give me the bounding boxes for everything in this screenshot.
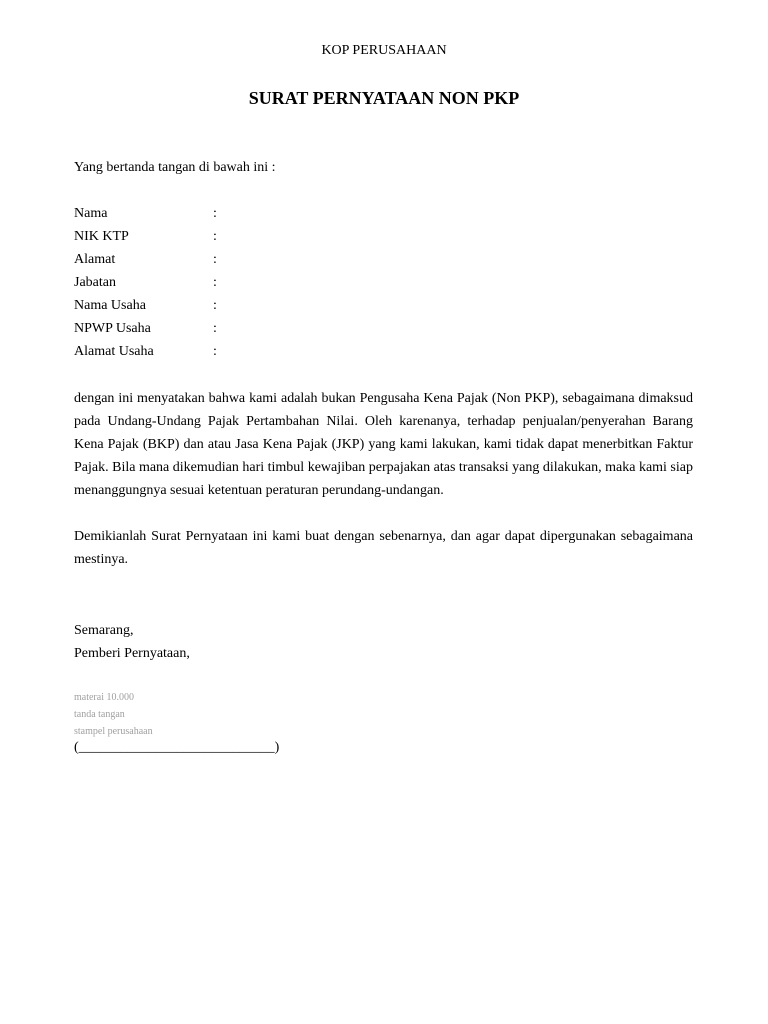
field-label: Jabatan bbox=[74, 275, 116, 290]
field-label: Nama Usaha bbox=[74, 298, 146, 313]
statement-paragraph: dengan ini menyatakan bahwa kami adalah bukan Pengusaha Kena Pajak (Non PKP), sebagaimana dimaksud pada Undang-Undang Pajak Pertambahan Nilai. Oleh karenanya, terhadap penjualan/penyerahan Barang Kena Pajak (BKP) dan atau Jasa Kena Pajak (JKP) yang kami lakukan, kami tidak dapat menerbitkan Faktur Pajak. Bila mana dikemudian hari timbul kewajiban perpajakan atas transaksi yang dilakukan, maka kami siap menanggungnya sesuai ketentuan peraturan perundang-undangan. bbox=[74, 391, 693, 498]
field-label: NIK KTP bbox=[74, 229, 129, 244]
field-label: NPWP Usaha bbox=[74, 321, 151, 336]
field-label: Alamat Usaha bbox=[74, 344, 154, 359]
intro-text: Yang bertanda tangan di bawah ini : bbox=[74, 160, 276, 175]
company-letterhead: KOP PERUSAHAAN bbox=[321, 43, 447, 58]
place-label: Semarang, bbox=[74, 623, 134, 638]
field-label: Nama bbox=[74, 206, 108, 221]
field-label: Alamat bbox=[74, 252, 116, 267]
field-colon: : bbox=[213, 321, 217, 336]
field-colon: : bbox=[213, 252, 217, 267]
field-colon: : bbox=[213, 298, 217, 313]
signature-note: tanda tangan bbox=[74, 709, 125, 720]
identity-fields bbox=[74, 205, 374, 366]
field-colon: : bbox=[213, 229, 217, 244]
field-row-nik-ktp bbox=[74, 228, 374, 251]
signature-notes bbox=[74, 689, 153, 740]
field-colon: : bbox=[213, 344, 217, 359]
field-row-alamat-usaha bbox=[74, 343, 374, 366]
field-row-nama bbox=[74, 205, 374, 228]
stamp-duty-note: materai 10.000 bbox=[74, 692, 134, 703]
signer-label: Pemberi Pernyataan, bbox=[74, 646, 190, 661]
field-colon: : bbox=[213, 275, 217, 290]
company-stamp-note: stampel perusahaan bbox=[74, 726, 153, 737]
field-row-jabatan bbox=[74, 274, 374, 297]
document-title: SURAT PERNYATAAN NON PKP bbox=[248, 88, 520, 108]
field-colon: : bbox=[213, 206, 217, 221]
field-row-alamat bbox=[74, 251, 374, 274]
closing-paragraph: Demikianlah Surat Pernyataan ini kami buat dengan sebenarnya, dan agar dapat dipergunakan sebagaimana mestinya. bbox=[74, 529, 693, 567]
field-row-npwp-usaha bbox=[74, 320, 374, 343]
field-row-nama-usaha bbox=[74, 297, 374, 320]
signature-line: (____________________________) bbox=[74, 740, 280, 755]
